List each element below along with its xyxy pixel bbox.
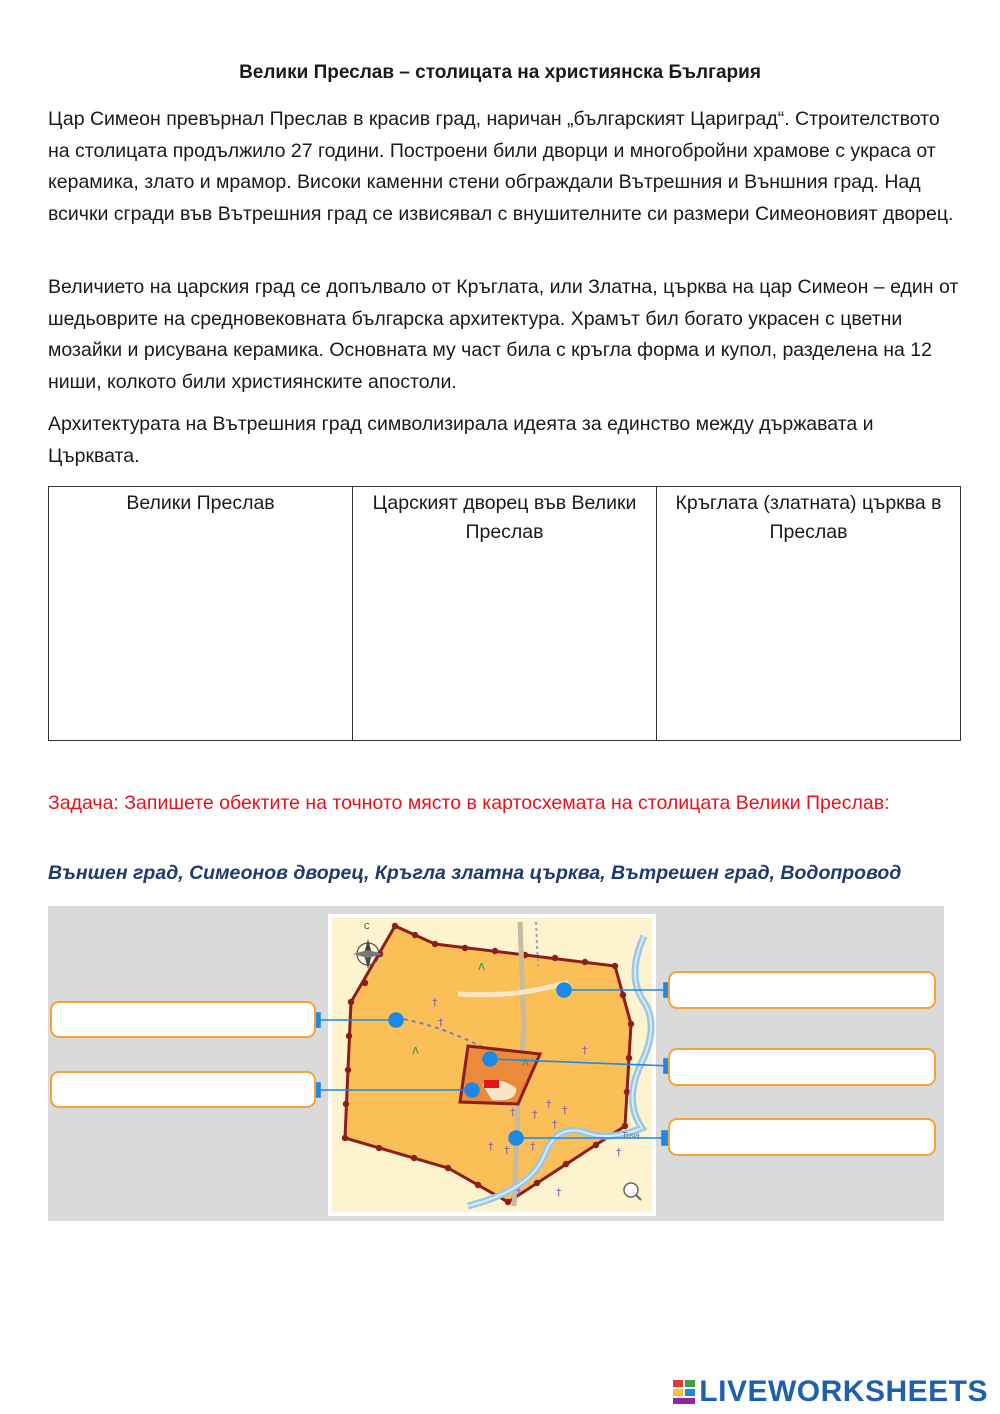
north-label: С xyxy=(364,922,370,931)
palace-marker xyxy=(484,1080,499,1088)
svg-text:†: † xyxy=(616,1146,622,1159)
connector-dot-4 xyxy=(483,1052,497,1066)
table-cell-preslav[interactable] xyxy=(49,487,353,741)
page-title: Велики Преслав – столицата на християнска България xyxy=(239,62,761,83)
svg-text:†: † xyxy=(516,1186,522,1199)
paragraph-1: Цар Симеон превърнал Преслав в красив град, наричан „българският Цариград“. Строителството на столицата продължило 27 години. Построени били дворци и многобройни храмове с украса от керамика, злато и мрамор. Високи каменни стени обграждали Вътрешния и Външния град. Над всички сгради във Вътрешния град се извисявал с внушителните си размери Симеоновият дворец. xyxy=(48,108,954,225)
table-header-church: Кръглата (златната) църква в Преслав xyxy=(675,492,942,543)
svg-text:†: † xyxy=(438,1016,444,1029)
connector-dot-5 xyxy=(509,1131,523,1145)
svg-text:†: † xyxy=(582,1044,588,1057)
connector-dot-1 xyxy=(389,1013,403,1027)
svg-text:†: † xyxy=(546,1098,552,1111)
answer-box-4[interactable] xyxy=(668,1048,936,1086)
logo-text: LIVEWORKSHEETS xyxy=(699,1375,988,1408)
answer-box-5[interactable] xyxy=(668,1118,936,1156)
svg-text:†: † xyxy=(432,996,438,1009)
svg-text:†: † xyxy=(562,1104,568,1117)
svg-text:†: † xyxy=(556,1186,562,1199)
task-instruction: Задача: Запишете обектите на точното място в картосхемата на столицата Велики Преслав: xyxy=(48,792,890,814)
paragraph-2: Величието на царския град се допълвало от Кръглата, или Златна, църква на цар Симеон – един от шедьоврите на средновековната българска архитектура. Храмът бил богато украсен с цветни мозайки и рисувана керамика. Основната му част била с кръгла форма и купол, разделена на 12 ниши, колкото били християнските апостоли. xyxy=(48,276,959,393)
svg-text:ᴧ: ᴧ xyxy=(522,1055,530,1069)
logo-icon xyxy=(672,1379,696,1405)
answer-box-2[interactable] xyxy=(50,1071,316,1108)
paragraph-3: Архитектурата на Вътрешния град символизирала идеята за единство между държавата и Църквата. xyxy=(48,413,874,467)
table-cell-church[interactable] xyxy=(657,487,961,741)
svg-text:†: † xyxy=(532,1108,538,1121)
svg-text:†: † xyxy=(552,1118,558,1131)
svg-text:†: † xyxy=(488,1140,494,1153)
svg-text:†: † xyxy=(504,1144,510,1157)
svg-text:ᴧ: ᴧ xyxy=(478,959,486,973)
answer-box-1[interactable] xyxy=(50,1001,316,1038)
table-header-palace: Царският дворец във Велики Преслав xyxy=(372,492,637,543)
svg-text:ᴧ: ᴧ xyxy=(412,1043,420,1057)
table-header-preslav: Велики Преслав xyxy=(126,492,275,514)
answer-input-3[interactable] xyxy=(670,973,934,1007)
svg-text:†: † xyxy=(530,1140,536,1153)
drawing-table xyxy=(48,486,961,741)
answer-input-2[interactable] xyxy=(52,1073,314,1106)
liveworksheets-logo xyxy=(672,1375,988,1409)
connector-dot-3 xyxy=(557,983,571,997)
answer-box-3[interactable] xyxy=(668,971,936,1009)
word-bank: Външен град, Симеонов дворец, Кръгла златна църква, Вътрешен град, Водопровод xyxy=(48,862,902,884)
answer-input-1[interactable] xyxy=(52,1003,314,1036)
answer-input-4[interactable] xyxy=(670,1050,934,1084)
table-cell-palace[interactable] xyxy=(353,487,657,741)
connector-dot-2 xyxy=(465,1083,479,1097)
map-panel xyxy=(48,906,944,1221)
river-label: Тича xyxy=(622,1131,640,1140)
svg-text:†: † xyxy=(510,1106,516,1119)
answer-input-5[interactable] xyxy=(670,1120,934,1154)
